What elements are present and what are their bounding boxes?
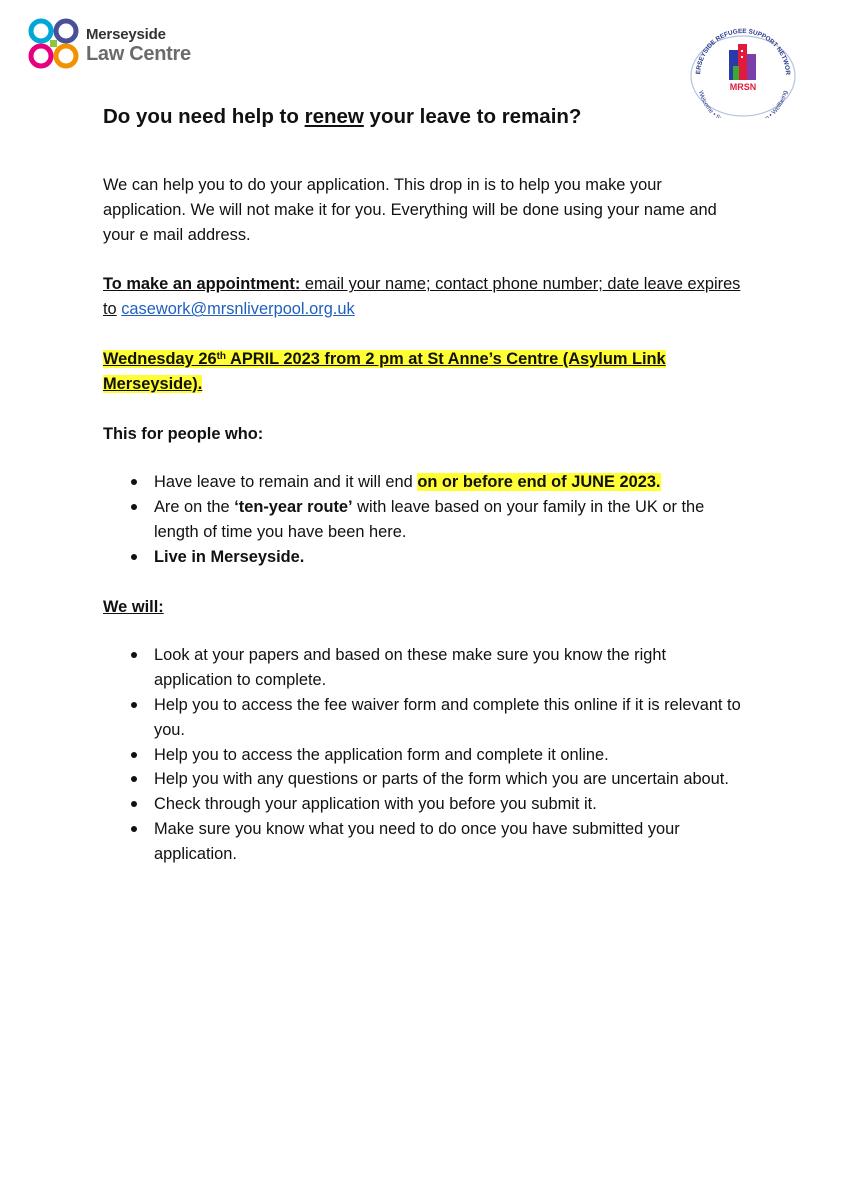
list-item: Help you to access the application form and complete it online. — [103, 743, 743, 768]
mrsn-ring-top-text: ERSEYSIDE REFUGEE SUPPORT NETWOR — [694, 27, 792, 76]
list-item: Help you with any questions or parts of the form which you are uncertain about. — [103, 767, 743, 792]
casework-email-link[interactable]: casework@mrsnliverpool.org.uk — [121, 300, 355, 319]
list-item: Have leave to remain and it will end on or before end of JUNE 2023. — [103, 470, 743, 495]
appointment-paragraph: To make an appointment: email your name; contact phone number; date leave expires to casework@mrsnliverpool.org.uk — [103, 275, 741, 319]
event-date-location: Wednesday 26th APRIL 2023 from 2 pm at St Anne’s Centre (Asylum Link Merseyside). — [103, 349, 666, 393]
mrsn-building-icon — [729, 44, 756, 80]
list-item: Live in Merseyside. — [103, 545, 743, 570]
services-list — [103, 643, 743, 866]
we-will-heading: We will: — [103, 597, 164, 616]
law-centre-emblem-icon — [26, 16, 84, 74]
list-item: Are on the ‘ten-year route’ with leave based on your family in the UK or the length of time you have been here. — [103, 495, 743, 545]
list-item: Make sure you know what you need to do once you have submitted your application. — [103, 817, 743, 867]
logo-line-2: Law Centre — [86, 43, 191, 65]
title-emphasis: renew — [304, 105, 364, 128]
eligibility-list — [103, 470, 743, 569]
intro-paragraph: We can help you to do your application. This drop in is to help you make your application. We will not make it for you. Everything will be done using your name and your e mail address. — [103, 176, 717, 244]
logo-line-1: Merseyside — [86, 26, 166, 43]
for-people-heading: This for people who: — [103, 424, 264, 443]
mrsn-ring-bottom-text: Welcome • S n • Wellbeing — [696, 89, 790, 118]
deadline-highlight: on or before end of JUNE 2023. — [417, 473, 661, 492]
merseyside-law-centre-logo — [26, 16, 196, 76]
list-item: Help you to access the fee waiver form and complete this online if it is relevant to you. — [103, 693, 743, 743]
mrsn-initials: MRSN — [729, 82, 757, 92]
page-title: Do you need help to renew your leave to remain? — [103, 105, 582, 128]
appointment-label: To make an appointment: — [103, 275, 301, 294]
list-item: Look at your papers and based on these make sure you know the right application to complete. — [103, 643, 743, 693]
list-item: Check through your application with you before you submit it. — [103, 792, 743, 817]
document-body — [103, 104, 743, 867]
